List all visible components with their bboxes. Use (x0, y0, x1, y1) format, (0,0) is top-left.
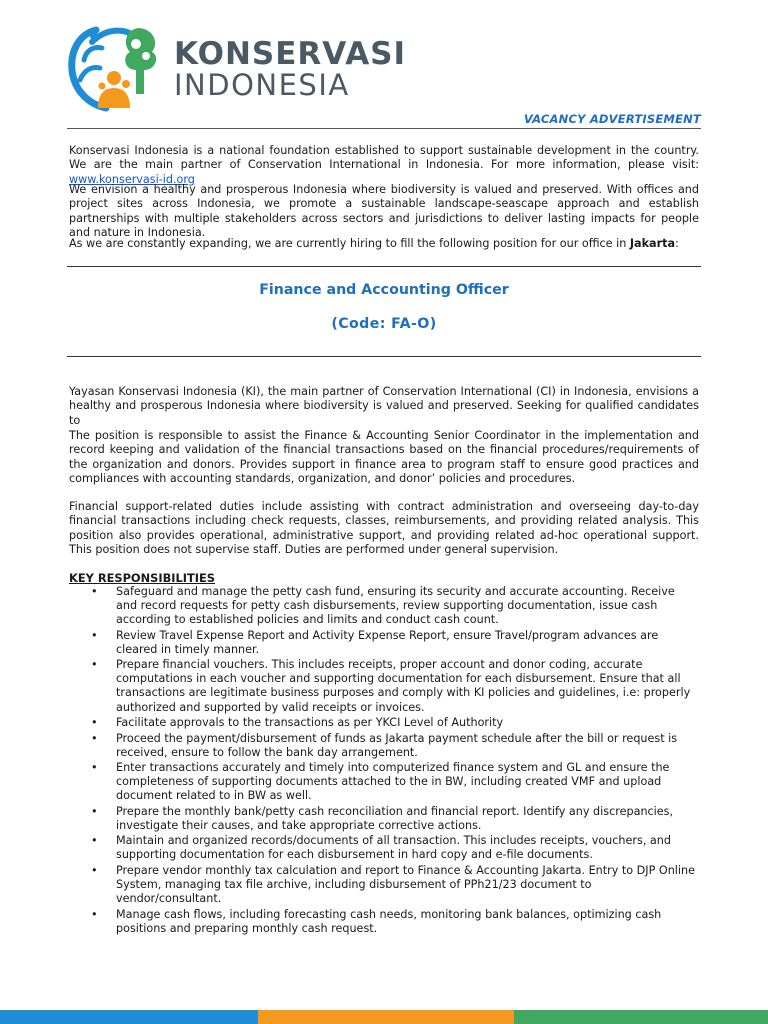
bullet-icon: • (91, 863, 98, 877)
hiring-suffix: : (675, 237, 679, 250)
bullet-icon: • (91, 761, 98, 775)
office-location: Jakarta (629, 237, 676, 250)
list-item: • Prepare financial vouchers. This includes receipts, proper account and donor coding, accurate computations in each voucher and supporting documentation for each disbursement. Ensure that all transactions are legitimate business purposes and comply with KI policies and guidelines, i.e: properly authorized and supported by valid receipts or invoices. (91, 658, 691, 714)
bullet-icon: • (91, 907, 98, 921)
list-item: • Maintain and organized records/documents of all transaction. This includes receipts, vouchers, and supporting documentation for each disbursement in hard copy and e-file documents. (91, 834, 671, 862)
title-divider-bottom (67, 356, 701, 357)
header-divider (67, 128, 701, 129)
list-item: • Prepare the monthly bank/petty cash reconciliation and financial report. Identify any discrepancies, investigate their causes, and take appropriate corrective actions. (91, 804, 674, 832)
intro-paragraph-1 (69, 144, 699, 187)
position-code: (Code: FA-O) (331, 316, 437, 332)
bullet-icon: • (91, 658, 98, 672)
bullet-icon: • (91, 834, 98, 848)
responsibilities-list (69, 585, 699, 937)
brand-name-line1: KONSERVASI (174, 36, 407, 72)
bullet-icon: • (91, 804, 98, 818)
footer-bar-orange (258, 1010, 514, 1024)
hiring-text: As we are constantly expanding, we are currently hiring to fill the following position for our office in (69, 237, 630, 250)
body-paragraph-3: Financial support-related duties include assisting with contract administration and overseeing day-to-day financial transactions including check requests, classes, reimbursements, and providing related analysis. This position also provides operational, administrative support, and providing related ad-hoc operational support. This position does not supervise staff. Duties are performed under general supervision. (69, 500, 699, 556)
bullet-icon: • (91, 585, 98, 598)
footer-bar-green (514, 1010, 768, 1024)
list-item: • Manage cash flows, including forecasting cash needs, monitoring bank balances, optimizing cash positions and preparing monthly cash request. (91, 907, 662, 935)
footer-bar-blue (0, 1010, 258, 1024)
intro-paragraph-2: We envision a healthy and prosperous Indonesia where biodiversity is valued and preserved. With offices and project sites across Indonesia, we promote a sustainable landscape-seascape approach and establish partnerships with multiple stakeholders across sectors and jurisdictions to deliver lasting impacts for people and nature in Indonesia. (69, 183, 699, 239)
intro-paragraph-3 (69, 237, 699, 251)
body-paragraph-1: Yayasan Konservasi Indonesia (KI), the main partner of Conservation International (CI) in Indonesia, envisions a healthy and prosperous Indonesia where biodiversity is valued and preserved. Seeking for qualified candidates to (69, 385, 699, 427)
body-paragraph-2: The position is responsible to assist the Finance & Accounting Senior Coordinator in the implementation and record keeping and validation of the financial transactions based on the financial procedures/requirements of the organization and donors. Provides support in finance area to program staff to ensure good practices and compliances with accounting standards, organization, and donor’ policies and procedures. (69, 429, 699, 485)
bullet-icon: • (91, 628, 98, 642)
footer-color-bar (0, 1010, 768, 1024)
organization-logo (66, 20, 407, 115)
brand-name-line2: INDONESIA (174, 68, 350, 102)
list-item: • Prepare vendor monthly tax calculation and report to Finance & Accounting Jakarta. Entry to DJP Online System, managing tax file archive, including disbursement of PPh21/23 document to vendor/consultant. (91, 863, 695, 906)
list-item: • Safeguard and manage the petty cash fund, ensuring its security and accurate accounting. Receive and record requests for petty cash disbursements, review supporting documentation, issue cash according to established policies and limits and conduct cash count. (91, 585, 675, 627)
bullet-icon: • (91, 731, 98, 745)
vacancy-label: VACANCY ADVERTISEMENT (523, 112, 701, 126)
bullet-icon: • (91, 716, 98, 730)
list-item: • Facilitate approvals to the transactions as per YKCI Level of Authority (91, 716, 504, 730)
intro-text: Konservasi Indonesia is a national foundation established to support sustainable development in the country. We are the main partner of Conservation International in Indonesia. For more information, please visit: (69, 144, 699, 172)
responsibilities-heading: KEY RESPONSIBILITIES (69, 571, 215, 585)
list-item: • Review Travel Expense Report and Activity Expense Report, ensure Travel/program advances are cleared in timely manner. (91, 628, 659, 656)
website-link[interactable]: www.konservasi-id.org (69, 172, 195, 186)
position-title: Finance and Accounting Officer (259, 282, 509, 298)
list-item: • Enter transactions accurately and timely into computerized finance system and GL and ensure the completeness of supporting documents attached to the in BW, including created VMF and upload document related to in BW as well. (91, 761, 670, 803)
list-item: • Proceed the payment/disbursement of funds as Jakarta payment schedule after the bill or request is received, ensure to follow the bank day arrangement. (91, 731, 678, 759)
title-divider-top (67, 266, 701, 267)
konservasi-emblem-icon (66, 20, 171, 112)
